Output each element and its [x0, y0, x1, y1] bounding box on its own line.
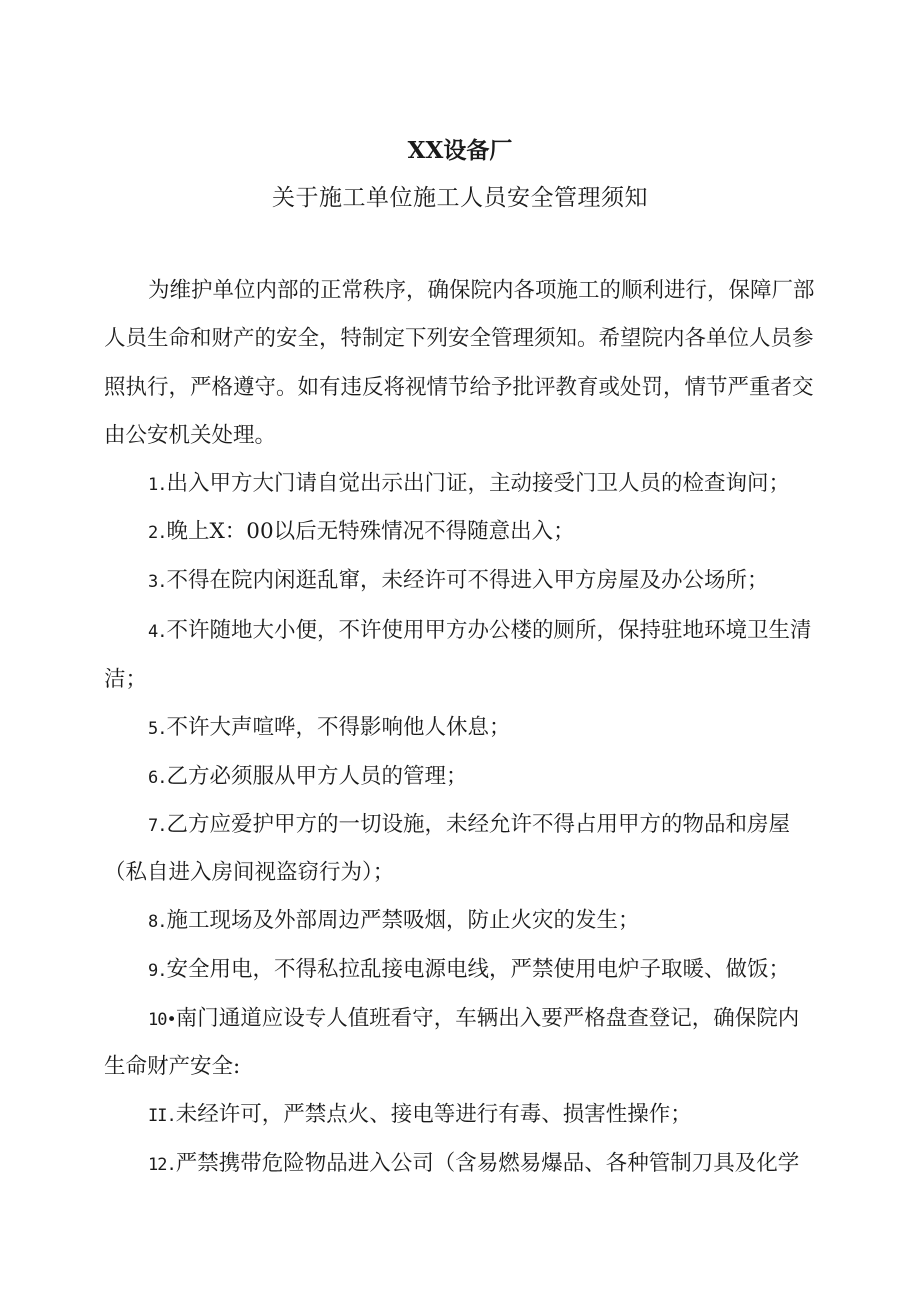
rule-item [148, 469, 790, 500]
rule-text: 不得在院内闲逛乱窜，未经许可不得进入甲方房屋及办公场所； [166, 568, 769, 593]
intro-line: 人员生命和财产的安全，特制定下列安全管理须知。希望院内各单位人员参 [104, 326, 814, 351]
rule-text-continuation: 洁； [104, 667, 148, 692]
rule-item [148, 810, 790, 841]
rule-text: 不许大声喧哗，不得影响他人休息； [166, 715, 511, 740]
rule-item [148, 566, 769, 597]
rule-number: 6. [148, 768, 167, 788]
rule-item [148, 762, 468, 793]
rule-item [148, 1004, 799, 1035]
rule-text: 安全用电，不得私拉乱接电源电线，严禁使用电炉子取暖、做饭； [166, 957, 790, 982]
intro-line: 由公安机关处理。 [104, 423, 277, 448]
org-name: XX设备厂 [407, 137, 513, 164]
rule-number: 3. [148, 572, 167, 592]
rule-text: 南门通道应设专人值班看守，车辆出入要严格盘查登记，确保院内 [175, 1006, 800, 1031]
rule-item [148, 955, 790, 986]
document-title: 关于施工单位施工人员安全管理须知 [272, 185, 648, 211]
rule-item [148, 517, 575, 548]
rule-number: 9. [148, 961, 167, 981]
rule-item [148, 713, 511, 744]
rule-text: 未经许可，严禁点火、接电等进行有毒、损害性操作； [175, 1102, 692, 1127]
rule-text-continuation: （私自进入房间视盗窃行为）； [104, 860, 395, 885]
rule-number: 10• [148, 1010, 176, 1030]
intro-line: 为维护单位内部的正常秩序，确保院内各项施工的顺利进行，保障厂部 [148, 278, 815, 303]
rule-number: 4. [148, 622, 167, 642]
rule-item [148, 1100, 692, 1131]
rule-text-continuation: 生命财产安全: [104, 1054, 241, 1079]
rule-number: 7. [148, 816, 167, 836]
rule-number: 2. [148, 523, 167, 543]
rule-number: 5. [148, 719, 167, 739]
rule-item [148, 616, 812, 647]
intro-line: 照执行，严格遵守。如有违反将视情节给予批评教育或处罚，情节严重者交 [104, 375, 814, 400]
rule-text: 施工现场及外部周边严禁吸烟，防止火灾的发生； [166, 908, 640, 933]
rule-text: 乙方应爱护甲方的一切设施，未经允许不得占用甲方的物品和房屋 [166, 812, 790, 837]
rule-text: 乙方必须服从甲方人员的管理； [166, 764, 468, 789]
rule-number: II. [148, 1106, 176, 1126]
rule-number: 12. [148, 1155, 176, 1175]
rule-item [148, 1149, 799, 1180]
rule-text: 晚上X：00以后无特殊情况不得随意出入； [166, 519, 575, 544]
rule-number: 8. [148, 912, 167, 932]
rule-number: 1. [148, 475, 167, 495]
rule-text: 严禁携带危险物品进入公司（含易燃易爆品、各种管制刀具及化学 [175, 1151, 800, 1176]
rule-text: 不许随地大小便，不许使用甲方办公楼的厕所，保持驻地环境卫生清 [166, 618, 812, 643]
rule-item [148, 906, 640, 937]
rule-text: 出入甲方大门请自觉出示出门证，主动接受门卫人员的检查询问； [166, 471, 790, 496]
